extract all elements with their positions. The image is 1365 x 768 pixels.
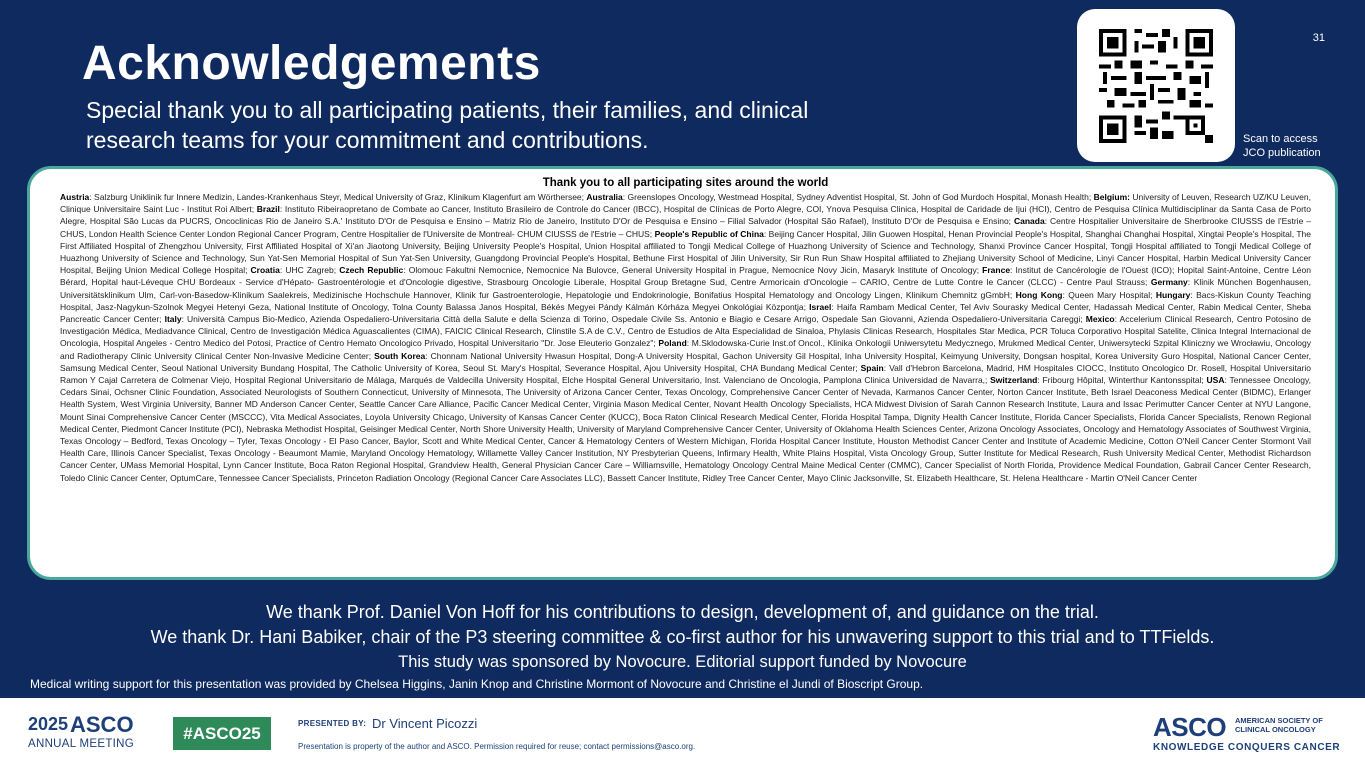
sites-panel xyxy=(27,166,1338,580)
site-list: Institut de Cancérologie de l'Ouest (ICO); Hopital Saint-Antoine, Centre Léon Bérard, Hopital haut-Lévequе CHU Bordeaux - Service d'Hépato- Gastroentérologie et d'Oncologie digestive, Strasbourg Oncologie Liberale, Hospital Group Bretagne Sud, Centre Armoricain d'Oncologie – CARIO, Centre de Lutte Contre le Cancer (CLCC) - Centre Paul Strauss; xyxy=(60,265,1311,288)
logo-annual-meeting: ANNUAL MEETING xyxy=(28,738,135,750)
site-country: Israel xyxy=(809,301,832,312)
site-list: UHC Zagreb; xyxy=(285,265,337,276)
site-country: People's Republic of China xyxy=(654,228,764,239)
site-country: Croatia xyxy=(250,265,280,276)
site-list: Fribourg Hôpital, Winterthur Kantonsspital; xyxy=(1042,375,1204,386)
site-list: Klinik München Bogenhausen, Universitätsklinikum Ulm, Carl-von-Basedow-Klinikum Saalekreis, Medizinische Hochschule Hannover, Klinik fur Gastroenterologie, Hepatologie und Endokrinologie, Bonifatius Hospital Hematology and Oncology Lingen, Klinikum Chemnitz gGmbH; xyxy=(60,277,1311,300)
presenter-name: Dr Vincent Picozzi xyxy=(372,716,478,731)
site-country: Brazil xyxy=(256,204,280,215)
site-country: South Korea xyxy=(374,350,426,361)
site-list: Olomouc Fakultni Nemocnice, Nemocnice Na Bulovce, General University Hospital in Prague, Nemocnice Novy Jicin, Masaryk Institute of Oncology; xyxy=(408,265,980,276)
site-country: Germany xyxy=(1150,277,1188,288)
site-country: USA xyxy=(1206,375,1225,386)
qr-caption-line1: Scan to access xyxy=(1243,133,1318,145)
page-number: 31 xyxy=(1312,32,1325,44)
site-country: Italy xyxy=(164,314,182,325)
site-list: Bacs-Kiskun County Teaching Hospital, Jasz-Nagykun-Szolnok Megyei Hetenyi Geza, National Institute of Oncology, Tolna County Balassa Janos Hospital, Békés Megyei Pándy Kálmán Kórháza Megyei Onkológiai Központja; xyxy=(60,289,1311,312)
site-list: University of Leuven, Research UZ/KU Leuven, Clinique Universitaire Saint Luc - Institut Roi Albert; xyxy=(60,192,1311,215)
asco-logo-tagline: KNOWLEDGE CONQUERS CANCER xyxy=(1153,742,1341,753)
qr-code-icon xyxy=(1099,29,1213,143)
site-list: Queen Mary Hospital; xyxy=(1068,289,1153,300)
site-list: Accelerium Clinical Research, Centro Potosino de Investigación Médica, Mediadvance Clinical, Centro de Investigación Médica Aguascalientes (CIMA), FAICIC Clinical Research, Clinstile S.A de C.V., Centro de Estudios de Alta Especialidad de Sinaloa, Phylasis Clinicas Research, Hospitales Star Medica, PCR Toluca Corporativo Hospital Satelite, Clinica Integral Internacional de Oncologia, Hospital Angeles - Centro Medico del Potosi, Practice of Centro Hemato Oncologico Privado, Hospital Universitario "Dr. Jose Eleuterio Gonzalez"; xyxy=(60,314,1311,349)
site-list: Salzburg Uniklinik fur Innere Medizin, Landes-Krankenhaus Steyr, Medical University of Graz, Klinikum Klagenfurt am Wörthersee; xyxy=(94,192,585,202)
thanks-line-2: We thank Dr. Hani Babiker, chair of the P3 steering committee & co-first author for his unwavering support to this trial and to TTFields. xyxy=(150,627,1215,647)
sites-title: Thank you to all participating sites around the world xyxy=(542,177,829,189)
asco-annual-meeting-logo xyxy=(28,714,148,754)
footer xyxy=(0,698,1365,768)
site-list: Università Campus Bio-Medico, Azienda Ospedaliero-Universitaria Città della Salute e della Scienza di Torino, Ospedale Civile Ss. Antonio e Biagio e Cesare Arrigo, Ospedale San Giovanni, Azienda Ospedaliero-Universitaria Careggi; xyxy=(187,314,1083,325)
copyright-notice: Presentation is property of the author and ASCO. Permission required for reuse; contact permissions@asco.org. xyxy=(298,742,696,751)
thanks-block xyxy=(0,600,1365,675)
logo-asco: ASCO xyxy=(70,712,134,737)
site-country: Czech Republic xyxy=(339,265,404,276)
presented-by-label: PRESENTED BY: xyxy=(298,719,367,728)
qr-caption xyxy=(1243,132,1321,160)
qr-code-card[interactable] xyxy=(1077,9,1235,162)
site-list: Greenslopes Oncology, Westmead Hospital, Sydney Adventist Hospital, St. John of God Murdoch Hospital, Monash Health; xyxy=(627,192,1092,202)
qr-caption-line2: JCO publication xyxy=(1243,147,1321,159)
thanks-line-1: We thank Prof. Daniel Von Hoff for his contributions to design, development of, and guidance on the trial. xyxy=(266,602,1099,622)
asco-society-logo xyxy=(1153,712,1343,756)
site-country: Hungary xyxy=(1155,289,1191,300)
site-list: Vall d'Hebron Barcelona, Madrid, HM Hospitales CIOCC, Instituto Oncologico Dr. Rosell, Hospital Universitario Ramon Y Cajal Carretera de Colmenar Viejo, Hospital Regional Universitario de Málaga, Marqués de Valdecilla University Hospital, Elche Hospital General Universitario, Inst. Valenciano de Oncologia, Pamplona Clinica Universidad de Navarra,; xyxy=(60,362,1311,386)
asco-logo-society: AMERICAN SOCIETY OF CLINICAL ONCOLOGY xyxy=(1235,716,1323,734)
site-country: France xyxy=(982,265,1011,276)
site-list: Beijing Cancer Hospital, Jilin Guowen Hospital, Henan Provincial People's Hospital, Shanghai Changhai Hospital, Xingtai People's Hospital, The First Affiliated Hospital of Zhengzhou University, First Affiliated Hospital of Xi'an Jiaotong University, Beijing University People's Hospital, Union Hospital affiliated to Tongji Medical College of Huazhong University of Science and Technology, Shanxi Province Cancer Hospital, Tongji Hospital affiliated to Tongji Medical College of Huazhong University of Science and Technology, Sun Yat-Sen Memorial Hospital of Sun Yat-Sen University, Guangdong Provincial People's Hospital, Bethune First Hospital of Jilin University, Sir Run Run Shaw Hospital affiliated to Zhejiang University School of Medicine, Linyi Cancer Hospital, Harbin Medical University Cancer Hospital, Beijing Union Medical College Hospital; xyxy=(60,228,1311,276)
logo-year: 2025 xyxy=(28,714,69,734)
sponsor-line: This study was sponsored by Novocure. Editorial support funded by Novocure xyxy=(398,653,967,671)
site-list: Instituto Ribeiraopretano de Combate ao Cancer, Instituto Brasileiro de Controle do Cancer (IBCC), Hospital de Clínicas de Porto Alegre, COI, Ynova Pesquisa Clinica, Hospital de Caridade de Ijui (HCI), Centro de Pesquisa Clínica Multidisciplinar da Santa Casa de Porto Alegre, Hospital São Lucas da PUCRS, Oncoclinicas Rio de Janeiro S.A.' Instituto D'Or de Pesquisa e Ensino – Matriz Rio de Janeiro, Instituto D'Or de Pesquisa e Ensino – Filial Salvador (Hospital São Rafael), Instituto D'Or de Pesquisa e Ensino; xyxy=(60,204,1311,227)
site-list: M.Sklodowska-Curie Inst.of Oncol., Klinika Onkologii Uniwersytetu Medycznego, Mrukmed Medical Center, Uniwersytecki Szpital Kliniczny we Wrocławiu, Oncology and Radiotherapy Clinic University Clinical Center Non-Invasive Medicine Center; xyxy=(60,338,1311,361)
medical-writing-note: Medical writing support for this presentation was provided by Chelsea Higgins, Janin Knop and Christine Mormont of Novocure and Christine el Jundi of Bioscript Group. xyxy=(30,677,924,691)
sites-list: Austria: Salzburg Uniklinik fur Innere Medizin, Landes-Krankenhaus Steyr, Medical University of Graz, Klinikum Klagenfurt am Wörthersee; Australia: Greenslopes Oncology, Westmead Hospital, Sydney Adventist Hospital, St. John of God Murdoch Hospital, Monash Health; Belgium: University of Leuven, Research UZ/KU Leuven, Clinique Universitaire Saint Luc - Institut Roi Albert; Brazil: Instituto Ribeiraopretano de Combate ao Cancer, Instituto Brasileiro de Controle do Cancer (IBCC), Hospital de Clínicas de Porto Alegre, COI, Ynova Pesquisa Clinica, Hospital de Caridade de Ijui (HCI), Centro de Pesquisa Clínica Multidisciplinar da Santa Casa de Porto Alegre, Hospital São Lucas da PUCRS, Oncoclinicas Rio de Janeiro S.A.' Instituto D'Or de Pesquisa e Ensino – Matriz Rio de Janeiro, Instituto D'Or de Pesquisa e Ensino – Filial Salvador (Hospital São Rafael), Instituto D'Or de Pesquisa e Ensino; Canada: Centre Hospitalier Universitaire de Sherbrooke CIUSSS de l'Estrie – CHUS, London Health Science Center London Regional Cancer Program, Centre Hospitalier de l'Universite de Montreal- CHUM CIUSSS de l'Estrie – CHUS; People's Republic of China: Beijing Cancer Hospital, Jilin Guowen Hospital, Henan Provincial People's Hospital, Shanghai Changhai Hospital, Xingtai People's Hospital, The First Affiliated Hospital of Zhengzhou University, First Affiliated Hospital of Xi'an Jiaotong University, Beijing University People's Hospital, Union Hospital affiliated to Tongji Medical College of Huazhong University of Science and Technology, Shanxi Province Cancer Hospital, Tongji Hospital affiliated to Tongji Medical College of Huazhong University of Science and Technology, Sun Yat-Sen Memorial Hospital of Sun Yat-Sen University, Guangdong Provincial People's Hospital, Bethune First Hospital of Jilin University, Sir Run Run Shaw Hospital affiliated to Zhejiang University School of Medicine, Linyi Cancer Hospital, Harbin Medical University Cancer Hospital, Beijing Union Medical College Hospital; Croatia: UHC Zagreb; Czech Republic: Olomouc Fakultni Nemocnice, Nemocnice Na Bulovce, General University Hospital in Prague, Nemocnice Novy Jicin, Masaryk Institute of Oncology; France: Institut de Cancérologie de l'Ouest (ICO); Hopital Saint-Antoine, Centre Léon Bérard, Hopital haut-Lévequе CHU Bordeaux - Service d'Hépato- Gastroentérologie et d'Oncologie digestive, Strasbourg Oncologie Liberale, Hospital Group Bretagne Sud, Centre Armoricain d'Oncologie – CARIO, Centre de Lutte Contre le Cancer (CLCC) - Centre Paul Strauss; Germany: Klinik München Bogenhausen, Universitätsklinikum Ulm, Carl-von-Basedow-Klinikum Saalekreis, Medizinische Hochschule Hannover, Klinik fur Gastroenterologie, Hepatologie und Endokrinologie, Bonifatius Hospital Hematology and Oncology Lingen, Klinikum Chemnitz gGmbH; Hong Kong: Queen Mary Hospital; Hungary: Bacs-Kiskun County Teaching Hospital, Jasz-Nagykun-Szolnok Megyei Hetenyi Geza, National Institute of Oncology, Tolna County Balassa Janos Hospital, Békés Megyei Pándy Kálmán Kórháza Megyei Onkológiai Központja; Israel: Haifa Rambam Medical Center, Tel Aviv Sourasky Medical Center, Hadassah Medical Center, Rabin Medical Center, Sheba Pancreatic Cancer Center; Italy: Università Campus Bio-Medico, Azienda Ospedaliero-Universitaria Città della Salute e della Scienza di Torino, Ospedale Civile Ss. Antonio e Biagio e Cesare Arrigo, Ospedale San Giovanni, Azienda Ospedaliero-Universitaria Careggi; Mexico: Accelerium Clinical Research, Centro Potosino de Investigación Médica, Mediadvance Clinical, Centro de Investigación Médica Aguascalientes (CIMA), FAICIC Clinical Research, Clinstile S.A de C.V., Centro de Estudios de Alta Especialidad de Sinaloa, Phylasis Clinicas Research, Hospitales Star Medica, PCR Toluca Corporativo Hospital Satelite, Clinica Integral Internacional de Oncologia, Hospital Angeles - Centro Medico del Potosi, Practice of Centro Hemato Oncologico Privado, Hospital Universitario "Dr. Jose Eleuterio Gonzalez"; Poland: M.Sklodowska-Curie Inst.of Oncol., Klinika Onkologii Uniwersytetu Medycznego, Mrukmed Medical Center, Uniwersytecki Szpital Kliniczny we Wrocławiu, Oncology and Radiotherapy Clinic University Clinical Center Non-Invasive Medicine Center; South Korea: Chonnam National University Hwasun Hospital, Dong-A University Hospital, Gachon University Gil Hospital, Inha University Hospital, Keimyung University, Dongsan hospital, Korea University Guro Hospital, National Cancer Center, Samsung Medical Center, Seoul National University Bundang Hospital, The Catholic University of Korea, Seoul St. Mary's Hospital, Severance Hospital, Ajou University Hospital, CHA Bundang Medical Center; Spain: Vall d'Hebron Barcelona, Madrid, HM Hospitales CIOCC, Instituto Oncologico Dr. Rosell, Hospital Universitario Ramon Y Cajal Carretera de Colmenar Viejo, Hospital Regional Universitario de Málaga, Marqués de Valdecilla University Hospital, Elche Hospital General Universitario, Inst. Valenciano de Oncologia, Pamplona Clinica Universidad de Navarra,; Switzerland: Fribourg Hôpital, Winterthur Kantonsspital; USA: Tennessee Oncology, Cedars Sinai, Ochsner Clinic Foundation, Associated Neurologists of Southern Connecticut, University of Minnesota, The University of Arizona Cancer Center, Texas Oncology, Comprehensive Cancer Center of Nevada, Karmanos Cancer Center, Norton Cancer Institute, Beth Israel Deaconess Medical Center (BIDMC), Erlanger Health System, West Virginia University, Banner MD Anderson Cancer Center, Seattle Cancer Care Alliance, Pacific Cancer Medical Center, Virginia Mason Medical Center, Novant Health Oncology Specialists, HCA Midwest Division of Sarah Cannon Research Institute, Laura and Issac Perimutter Cancer Center at NYU Langone, Mount Sinai Comprehensive Cancer Center (MSCCC), Vita Medical Associates, Loyola University Chicago, University of Kansas Cancer Center (KUCC), Boca Raton Clinical Research Medical Center, Florida Hospital Tampa, Dignity Health Cancer Institute, Florida Cancer Specialists, Florida Cancer Specialists, Renown Regional Medical Center, Piedmont Cancer Institute (PCI), Nebraska Methodist Hospital, Geisinger Medical Center, North Shore University Health, University of Maryland Comprehensive Cancer Center, University of Oklahoma Health Sciences Center, Arizona Oncology Associates, Oncology and Hematology Associates of Southwest Virginia, Texas Oncology – Bedford, Texas Oncology – Tyler, Texas Oncology - El Paso Cancer, Baylor, Scott and White Medical Center, Cancer & Hematology Centers of Western Michigan, Florida Hospital Cancer Institute, Houston Methodist Cancer Center and Institute of Academic Medicine, Cotton O'Neil Cancer Center Stormont Vail Health Care, Illinois Cancer Specialist, Texas Oncology - Beaumont Mamie, Maryland Oncology Hematology, Willamette Valley Cancer Institution, NY Presbyterian Queens, Infirmary Health, White Plains Hospital, Vista Oncology Group, Sutter Institute for Medical Research, Rush University Medical Center, Methodist Richardson Cancer Center, UMass Memorial Hospital, Lynn Cancer Institute, Boca Raton Regional Hospital, Grandview Health, General Physician Cancer Care – Williamsville, Hematology Oncology Central Maine Medical Center (CMMC), Cancer Specialist of North Florida, Providence Medical Foundation, Gabrail Cancer Center Research, Toledo Clinic Cancer Center, OptumCare, Tennessee Cancer Specialists, Princeton Radiation Oncology (Regional Cancer Care Associates LLC), Bassett Cancer Institute, Ridley Tree Cancer Center, Mayo Clinic Jacksonville, St. Elizabeth Healthcare, St. Helena Healthcare - Martin O'Neil Cancer Center xyxy=(60,192,1311,483)
site-country: Poland xyxy=(658,338,687,349)
site-country: Austria xyxy=(60,192,90,202)
site-list: Haifa Rambam Medical Center, Tel Aviv Sourasky Medical Center, Hadassah Medical Center, Rabin Medical Center, Sheba Pancreatic Cancer Center; xyxy=(60,301,1311,325)
site-list: Chonnam National University Hwasun Hospital, Dong-A University Hospital, Gachon University Gil Hospital, Inha University Hospital, Keimyung University, Dongsan hospital, Korea University Guro Hospital, National Cancer Center, Samsung Medical Center, Seoul National University Bundang Hospital, The Catholic University of Korea, Seoul St. Mary's Hospital, Severance Hospital, Ajou University Hospital, CHA Bundang Medical Center; xyxy=(60,350,1311,373)
asco-logo-wordmark: ASCO xyxy=(1153,712,1227,742)
site-country: Canada xyxy=(1014,216,1045,227)
hashtag-badge: #ASCO25 xyxy=(173,717,271,750)
site-country: Mexico xyxy=(1085,314,1115,325)
site-country: Belgium: xyxy=(1093,192,1130,202)
subtitle: Special thank you to all participating patients, their families, and clinical research teams for your commitment and contributions. xyxy=(86,97,809,153)
site-country: Spain xyxy=(860,362,884,373)
site-country: Australia xyxy=(586,192,623,202)
page-title: Acknowledgements xyxy=(82,37,541,90)
site-country: Switzerland xyxy=(990,375,1038,386)
site-list: Tennessee Oncology, Cedars Sinai, Ochsner Clinic Foundation, Associated Neurologists of Southern Connecticut, University of Minnesota, The University of Arizona Cancer Center, Texas Oncology, Comprehensive Cancer Center of Nevada, Karmanos Cancer Center, Norton Cancer Institute, Beth Israel Deaconess Medical Center (BIDMC), Erlanger Health System, West Virginia University, Banner MD Anderson Cancer Center, Seattle Cancer Care Alliance, Pacific Cancer Medical Center, Virginia Mason Medical Center, Novant Health Oncology Specialists, HCA Midwest Division of Sarah Cannon Research Institute, Laura and Issac Perimutter Cancer Center at NYU Langone, Mount Sinai Comprehensive Cancer Center (MSCCC), Vita Medical Associates, Loyola University Chicago, University of Kansas Cancer Center (KUCC), Boca Raton Clinical Research Medical Center, Florida Hospital Tampa, Dignity Health Cancer Institute, Florida Cancer Specialists, Florida Cancer Specialists, Renown Regional Medical Center, Piedmont Cancer Institute (PCI), Nebraska Methodist Hospital, Geisinger Medical Center, North Shore University Health, University of Maryland Comprehensive Cancer Center, University of Oklahoma Health Sciences Center, Arizona Oncology Associates, Oncology and Hematology Associates of Southwest Virginia, Texas Oncology – Bedford, Texas Oncology – Tyler, Texas Oncology - El Paso Cancer, Baylor, Scott and White Medical Center, Cancer & Hematology Centers of Western Michigan, Florida Hospital Cancer Institute, Houston Methodist Cancer Center and Institute of Academic Medicine, Cotton O'Neil Cancer Center Stormont Vail Health Care, Illinois Cancer Specialist, Texas Oncology - Beaumont Mamie, Maryland Oncology Hematology, Willamette Valley Cancer Institution, NY Presbyterian Queens, Infirmary Health, White Plains Hospital, Vista Oncology Group, Sutter Institute for Medical Research, Rush University Medical Center, Methodist Richardson Cancer Center, UMass Memorial Hospital, Lynn Cancer Institute, Boca Raton Regional Hospital, Grandview Health, General Physician Cancer Care – Williamsville, Hematology Oncology Central Maine Medical Center (CMMC), Cancer Specialist of North Florida, Providence Medical Foundation, Gabrail Cancer Center Research, Toledo Clinic Cancer Center, OptumCare, Tennessee Cancer Specialists, Princeton Radiation Oncology (Regional Cancer Care Associates LLC), Bassett Cancer Institute, Ridley Tree Cancer Center, Mayo Clinic Jacksonville, St. Elizabeth Healthcare, St. Helena Healthcare - Martin O'Neil Cancer Center xyxy=(60,375,1311,483)
site-country: Hong Kong xyxy=(1015,289,1063,300)
site-list: Centre Hospitalier Universitaire de Sherbrooke CIUSSS de l'Estrie – CHUS, London Health Science Center London Regional Cancer Program, Centre Hospitalier de l'Universite de Montreal- CHUM CIUSSS de l'Estrie – CHUS; xyxy=(60,216,1311,239)
